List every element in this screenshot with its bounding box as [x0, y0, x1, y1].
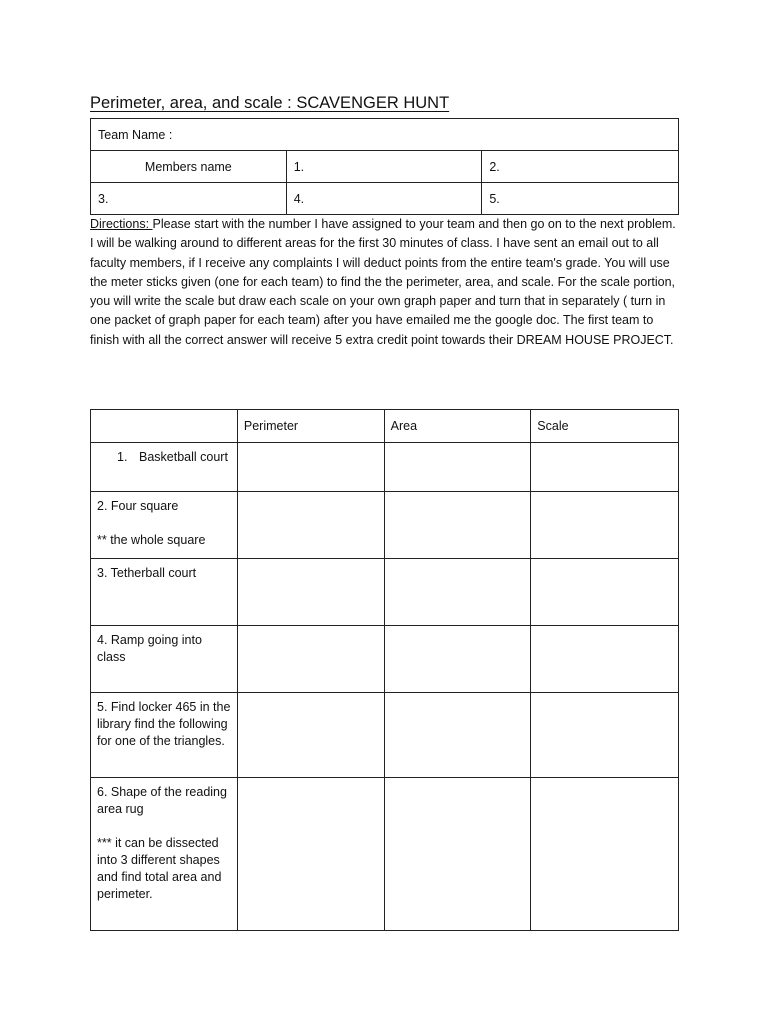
area-answer-cell[interactable]	[384, 778, 531, 931]
table-row	[91, 626, 679, 693]
directions-paragraph	[90, 215, 682, 350]
table-row	[91, 778, 679, 931]
members-row	[91, 183, 679, 215]
members-name-label: Members name	[91, 151, 287, 183]
team-name-label[interactable]: Team Name :	[91, 119, 679, 151]
scale-answer-cell[interactable]	[531, 778, 679, 931]
table-row	[91, 693, 679, 778]
perimeter-answer-cell[interactable]	[237, 492, 384, 559]
header-scale: Scale	[531, 410, 679, 443]
scale-answer-cell[interactable]	[531, 559, 679, 626]
location-label: 4. Ramp going into class	[97, 633, 202, 664]
location-cell	[91, 559, 238, 626]
location-note: *** it can be dissected into 3 different shapes and find total area and perimeter.	[97, 836, 222, 901]
item-number: 1.	[117, 450, 128, 464]
scavenger-hunt-table	[90, 409, 679, 931]
location-cell	[91, 492, 238, 559]
member-slot-5[interactable]: 5.	[482, 183, 679, 215]
directions-text: Please start with the number I have assigned to your team and then go on to the next problem. I will be walking around to different areas for the first 30 minutes of class. I have sent an email out to all faculty members, if I receive any complaints I will deduct points from the entire team's grade. You will use the meter sticks given (one for each team) to find the the perimeter, area, and scale. For the scale portion, you will write the scale but draw each scale on your own graph paper and turn that in separately ( turn in one packet of graph paper for each team) after you have emailed me the google doc. The first team to finish with all the correct answer will receive 5 extra credit point towards their DREAM HOUSE PROJECT.	[90, 217, 676, 347]
member-slot-3[interactable]: 3.	[91, 183, 287, 215]
location-label: 5. Find locker 465 in the library find the following for one of the triangles.	[97, 700, 231, 748]
member-slot-4[interactable]: 4.	[286, 183, 482, 215]
header-blank	[91, 410, 238, 443]
location-cell	[91, 778, 238, 931]
directions-label: Directions:	[90, 217, 153, 231]
member-slot-1[interactable]: 1.	[286, 151, 482, 183]
header-area: Area	[384, 410, 531, 443]
table-row	[91, 559, 679, 626]
location-cell	[91, 443, 238, 492]
perimeter-answer-cell[interactable]	[237, 443, 384, 492]
location-label: 2. Four square	[97, 499, 179, 513]
team-name-row	[91, 119, 679, 151]
area-answer-cell[interactable]	[384, 443, 531, 492]
location-note: ** the whole square	[97, 533, 206, 547]
team-info-table	[90, 118, 679, 215]
perimeter-answer-cell[interactable]	[237, 778, 384, 931]
header-row	[91, 410, 679, 443]
location-label: Basketball court	[139, 450, 228, 464]
area-answer-cell[interactable]	[384, 626, 531, 693]
location-cell	[91, 693, 238, 778]
scale-answer-cell[interactable]	[531, 693, 679, 778]
location-label: 6. Shape of the reading area rug	[97, 785, 227, 816]
area-answer-cell[interactable]	[384, 492, 531, 559]
table-row	[91, 492, 679, 559]
scale-answer-cell[interactable]	[531, 492, 679, 559]
page-title: Perimeter, area, and scale : SCAVENGER HUNT	[90, 94, 450, 112]
header-perimeter: Perimeter	[237, 410, 384, 443]
perimeter-answer-cell[interactable]	[237, 626, 384, 693]
members-row	[91, 151, 679, 183]
member-slot-2[interactable]: 2.	[482, 151, 679, 183]
perimeter-answer-cell[interactable]	[237, 693, 384, 778]
location-cell	[91, 626, 238, 693]
location-label: 3. Tetherball court	[97, 566, 197, 580]
scale-answer-cell[interactable]	[531, 443, 679, 492]
area-answer-cell[interactable]	[384, 693, 531, 778]
table-row	[91, 443, 679, 492]
area-answer-cell[interactable]	[384, 559, 531, 626]
scale-answer-cell[interactable]	[531, 626, 679, 693]
perimeter-answer-cell[interactable]	[237, 559, 384, 626]
